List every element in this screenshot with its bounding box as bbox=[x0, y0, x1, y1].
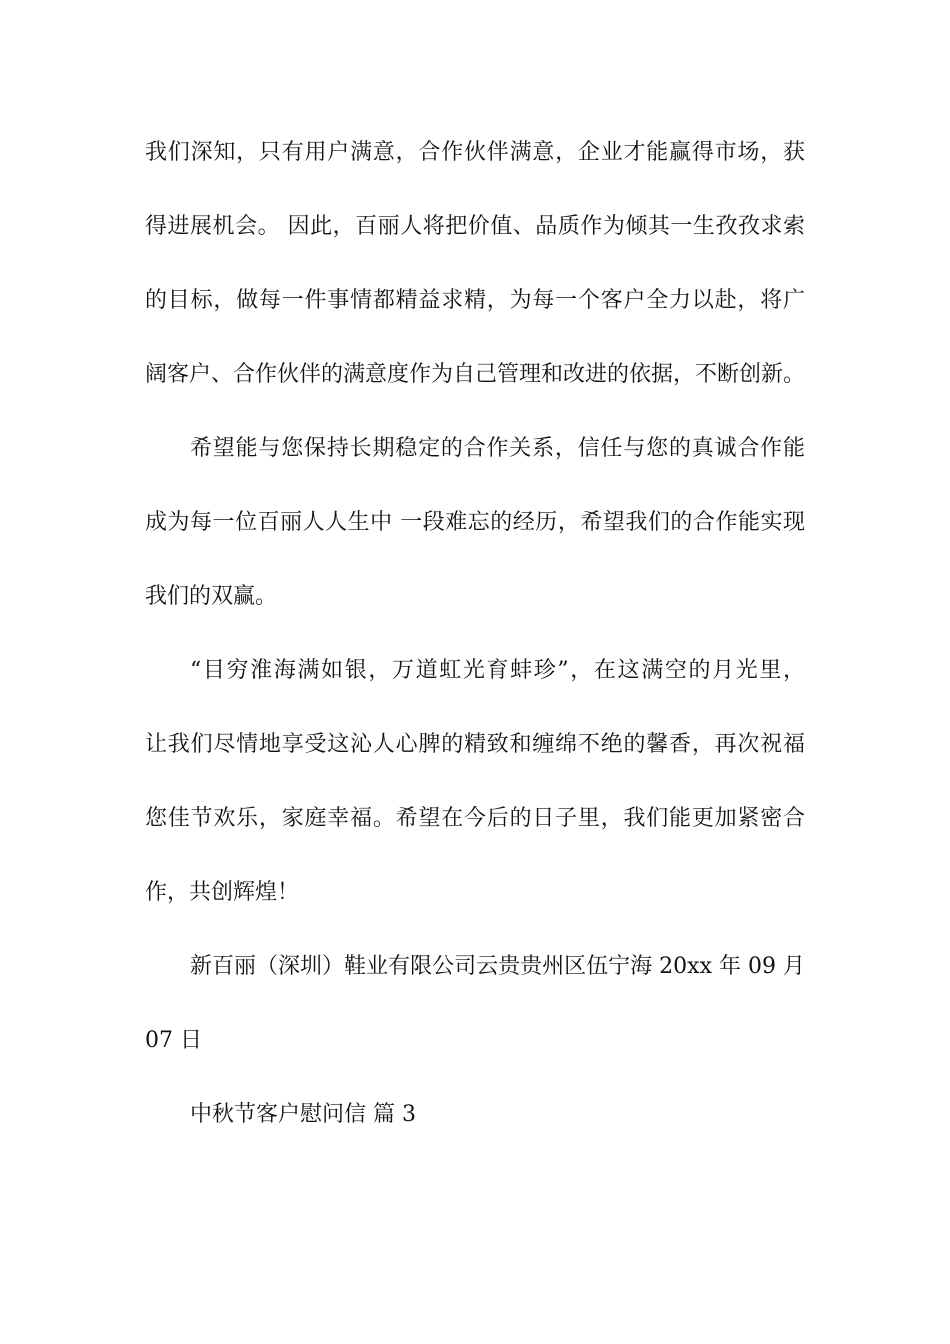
paragraph-1-line-3: 的目标，做每一件事情都精益求精，为每一个客户全力以赴，将广 bbox=[145, 288, 805, 313]
signature-line-1: 新百丽（深圳）鞋业有限公司云贵贵州区伍宁海 20xx 年 09 月 bbox=[190, 954, 805, 979]
paragraph-3-line-2: 让我们尽情地享受这沁人心脾的精致和缠绵不绝的馨香，再次祝福 bbox=[145, 732, 805, 757]
paragraph-1-line-1: 我们深知，只有用户满意，合作伙伴满意，企业才能赢得市场，获 bbox=[145, 140, 805, 165]
paragraph-2-line-2: 成为每一位百丽人人生中 一段难忘的经历，希望我们的合作能实现 bbox=[145, 510, 805, 535]
paragraph-1-line-4: 阔客户、合作伙伴的满意度作为自己管理和改进的依据，不断创新。 bbox=[145, 362, 805, 387]
paragraph-1-line-2: 得进展机会。 因此，百丽人将把价值、品质作为倾其一生孜孜求索 bbox=[145, 214, 805, 239]
section-heading: 中秋节客户慰问信 篇 3 bbox=[190, 1102, 416, 1127]
signature-line-2: 07 日 bbox=[145, 1028, 202, 1053]
paragraph-2-line-1: 希望能与您保持长期稳定的合作关系，信任与您的真诚合作能 bbox=[190, 436, 805, 461]
paragraph-3-line-3: 您佳节欢乐，家庭幸福。希望在今后的日子里，我们能更加紧密合 bbox=[145, 806, 805, 831]
paragraph-2-line-3: 我们的双赢。 bbox=[145, 584, 278, 609]
paragraph-3-line-4: 作，共创辉煌！ bbox=[145, 880, 300, 905]
paragraph-3-line-1: “目穷淮海满如银，万道虹光育蚌珍”，在这满空的月光里， bbox=[190, 658, 805, 683]
